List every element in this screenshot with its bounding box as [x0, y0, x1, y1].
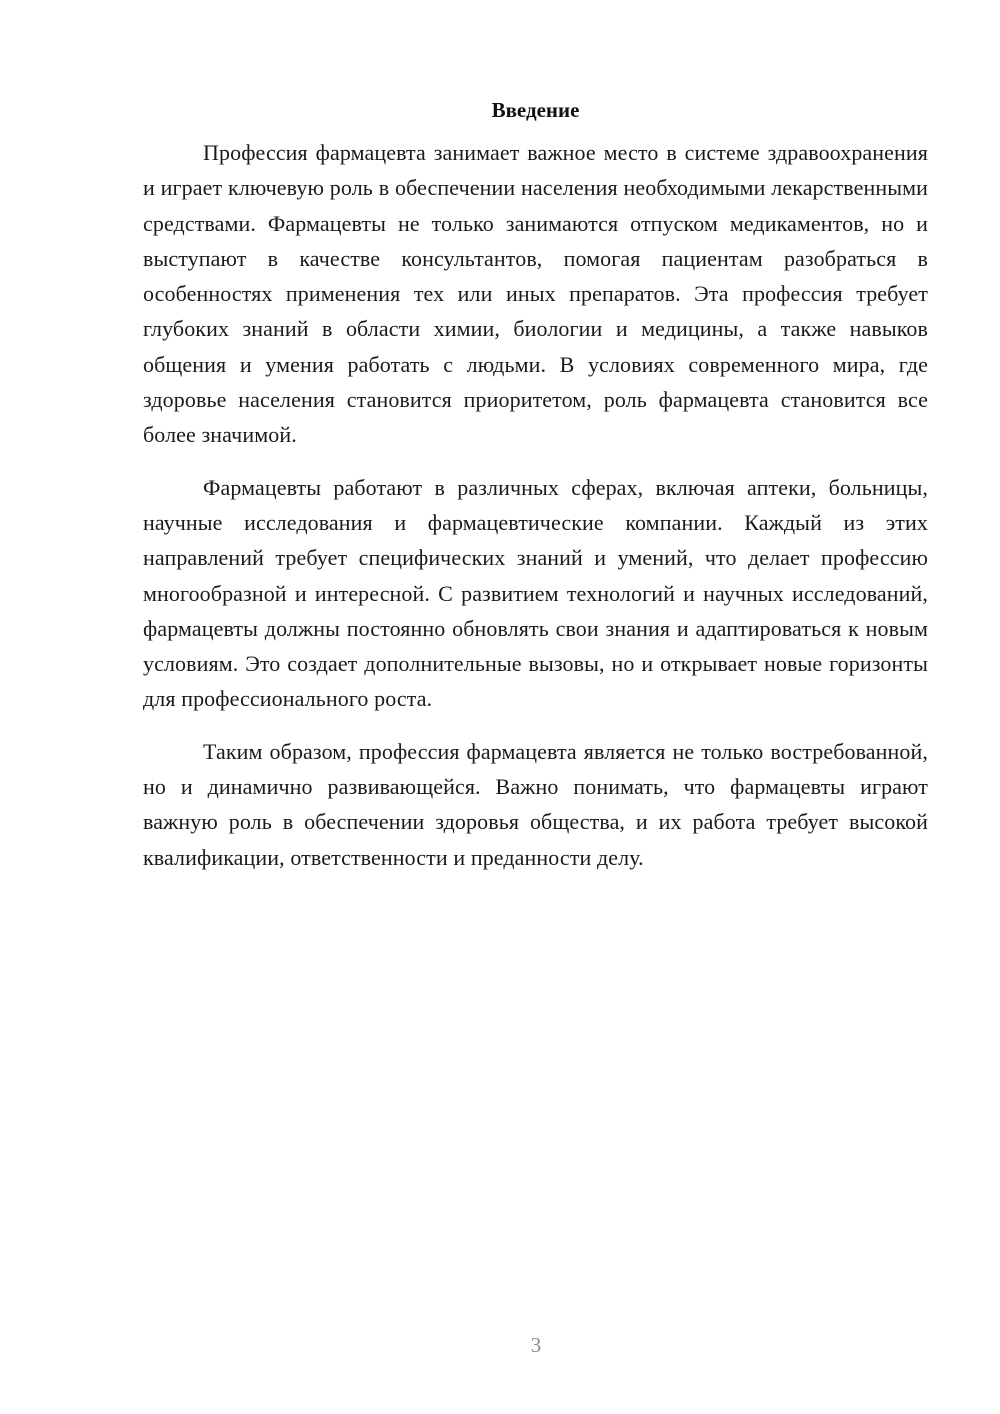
paragraph: Фармацевты работают в различных сферах, включая аптеки, больницы, научные исследования и фармацевтические компании. Каждый из этих направлений требует специфических знаний и умений, что делает профессию многообразной и интересной. С развитием технологий и научных исследований, фармацевты должны постоянно обновлять свои знания и адаптироваться к новым условиям. Это создает дополнительные вызовы, но и открывает новые горизонты для профессионального роста. [143, 474, 928, 712]
paragraph: Профессия фармацевта занимает важное место в системе здравоохранения и играет ключевую роль в обеспечении населения необходимыми лекарственными средствами. Фармацевты не только занимаются отпуском медикаментов, но и выступают в качестве консультантов, помогая пациентам разобраться в особенностях применения тех или иных препаратов. Эта профессия требует глубоких знаний в области химии, биологии и медицины, а также навыков общения и умения работать с людьми. В условиях современного мира, где здоровье населения становится приоритетом, роль фармацевта становится все более значимой. [143, 140, 928, 448]
paragraph: Таким образом, профессия фармацевта является не только востребованной, но и динамично развивающейся. Важно понимать, что фармацевты играют важную роль в обеспечении здоровья общества, и их работа требует высокой квалификации, ответственности и преданности делу. [143, 738, 928, 870]
page-content [143, 92, 928, 875]
section-heading: Введение [491, 98, 580, 122]
page-number: 3 [530, 1333, 542, 1357]
